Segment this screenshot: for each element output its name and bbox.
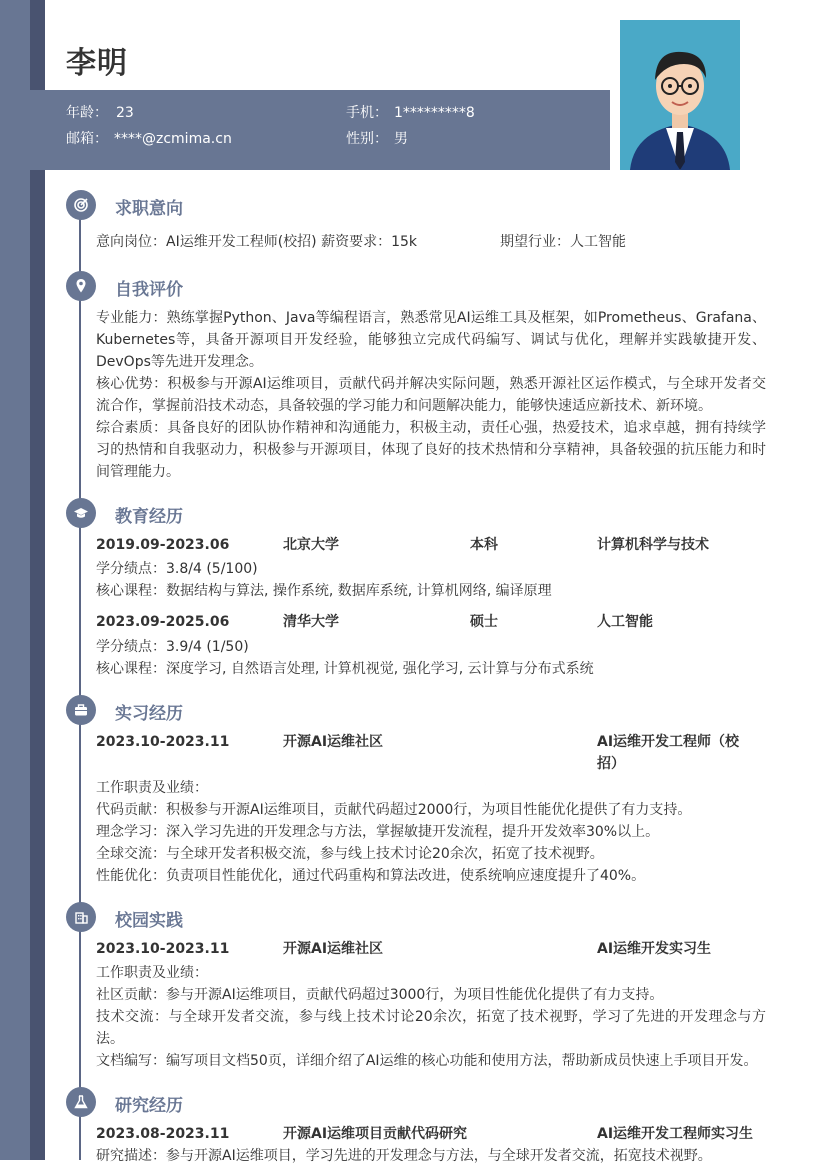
edu-major: 人工智能 <box>597 614 653 630</box>
campus-line: 文档编写：编写项目文档50页，详细介绍了AI运维的核心功能和使用方法，帮助新成员快速上手项目开发。 <box>96 1053 758 1069</box>
intent-industry: 期望行业：人工智能 <box>500 234 626 250</box>
campus-period: 2023.10-2023.11 <box>96 941 230 957</box>
edu-school: 北京大学 <box>283 537 339 553</box>
campus-org: 开源AI运维社区 <box>283 941 384 957</box>
intern-line: 代码贡献：积极参与开源AI运维项目，贡献代码超过2000行，为项目性能优化提供了有力支持。 <box>96 802 692 818</box>
section-title: 实习经历 <box>115 704 183 724</box>
intern-line: 工作职责及业绩： <box>96 780 208 796</box>
building-icon <box>66 902 96 932</box>
section-title: 求职意向 <box>115 199 183 219</box>
intern-role: AI运维开发工程师（校 <box>597 734 740 750</box>
research-period: 2023.08-2023.11 <box>96 1126 230 1142</box>
flask-icon <box>66 1087 96 1117</box>
side-stripe <box>0 0 30 1160</box>
section-title: 校园实践 <box>115 911 183 931</box>
campus-role: AI运维开发实习生 <box>597 941 712 957</box>
self-eval-qualities: 综合素质：具备良好的团队协作精神和沟通能力，积极主动，责任心强，热爱技术，追求卓越，拥有持续学习的热情和自我驱动力，积极参与开源项目，体现了良好的技术热情和分享精神，具备较强的抗压能力和时间管理能力。 <box>96 420 766 480</box>
edu-period: 2019.09-2023.06 <box>96 537 230 553</box>
edu-school: 清华大学 <box>283 614 339 630</box>
self-eval-professional: 专业能力：熟练掌握Python、Java等编程语言，熟悉常见AI运维工具及框架，如Prometheus、Grafana、Kubernetes等，具备开源项目开发经验，能够独立完成代码编写、调试与优化，理解并实践敏捷开发、DevOps等先进开发理念。 <box>96 310 766 370</box>
edu-degree: 硕士 <box>470 614 498 630</box>
campus-line: 工作职责及业绩： <box>96 965 208 981</box>
briefcase-icon <box>66 695 96 725</box>
campus-line: 技术交流：与全球开发者交流，参与线上技术讨论20余次，拓宽了技术视野，学习了先进的开发理念与方法。 <box>96 1009 766 1047</box>
research-project: 开源AI运维项目贡献代码研究 <box>283 1126 468 1142</box>
side-stripe-inner <box>30 0 45 1160</box>
intern-role-cont: 招） <box>597 756 625 772</box>
header-background <box>45 0 610 90</box>
section-title: 自我评价 <box>115 280 183 300</box>
intern-period: 2023.10-2023.11 <box>96 734 230 750</box>
profile-photo <box>620 20 740 170</box>
edu-gpa: 学分绩点：3.8/4 (5/100) <box>96 561 258 577</box>
edu-major: 计算机科学与技术 <box>597 537 709 553</box>
edu-gpa: 学分绩点：3.9/4 (1/50) <box>96 639 249 655</box>
age-field: 年龄： 23 <box>66 105 134 121</box>
edu-period: 2023.09-2025.06 <box>96 614 230 630</box>
section-title: 教育经历 <box>115 507 183 527</box>
intern-line: 性能优化：负责项目性能优化，通过代码重构和算法改进，使系统响应速度提升了40%。 <box>96 868 646 884</box>
email-field: 邮箱： ****@zcmima.cn <box>66 131 232 147</box>
target-icon <box>66 190 96 220</box>
intent-position: 意向岗位：AI运维开发工程师(校招) 薪资要求：15k <box>96 234 418 250</box>
research-role: AI运维开发工程师实习生 <box>597 1126 754 1142</box>
timeline-line <box>79 205 81 1160</box>
pin-icon <box>66 271 96 301</box>
edu-courses: 核心课程：数据结构与算法, 操作系统, 数据库系统, 计算机网络, 编译原理 <box>96 583 552 599</box>
gender-field: 性别： 男 <box>346 131 408 147</box>
candidate-name: 李明 <box>66 46 128 81</box>
intern-line: 全球交流：与全球开发者积极交流，参与线上技术讨论20余次，拓宽了技术视野。 <box>96 846 604 862</box>
edu-courses: 核心课程：深度学习, 自然语言处理, 计算机视觉, 强化学习, 云计算与分布式系统 <box>96 661 594 677</box>
intern-line: 理念学习：深入学习先进的开发理念与方法，掌握敏捷开发流程，提升开发效率30%以上。 <box>96 824 660 840</box>
intern-org: 开源AI运维社区 <box>283 734 384 750</box>
phone-field: 手机： 1*********8 <box>346 105 475 121</box>
graduation-cap-icon <box>66 498 96 528</box>
research-description: 研究描述：参与开源AI运维项目，学习先进的开发理念与方法，与全球开发者交流，拓宽技术视野。 <box>96 1148 712 1164</box>
edu-degree: 本科 <box>470 537 498 553</box>
section-title: 研究经历 <box>115 1096 183 1116</box>
campus-line: 社区贡献：参与开源AI运维项目，贡献代码超过3000行，为项目性能优化提供了有力支持。 <box>96 987 664 1003</box>
self-eval-strengths: 核心优势：积极参与开源AI运维项目，贡献代码并解决实际问题，熟悉开源社区运作模式，与全球开发者交流合作，掌握前沿技术动态，具备较强的学习能力和问题解决能力，能够快速适应新技术、新环境。 <box>96 376 766 414</box>
